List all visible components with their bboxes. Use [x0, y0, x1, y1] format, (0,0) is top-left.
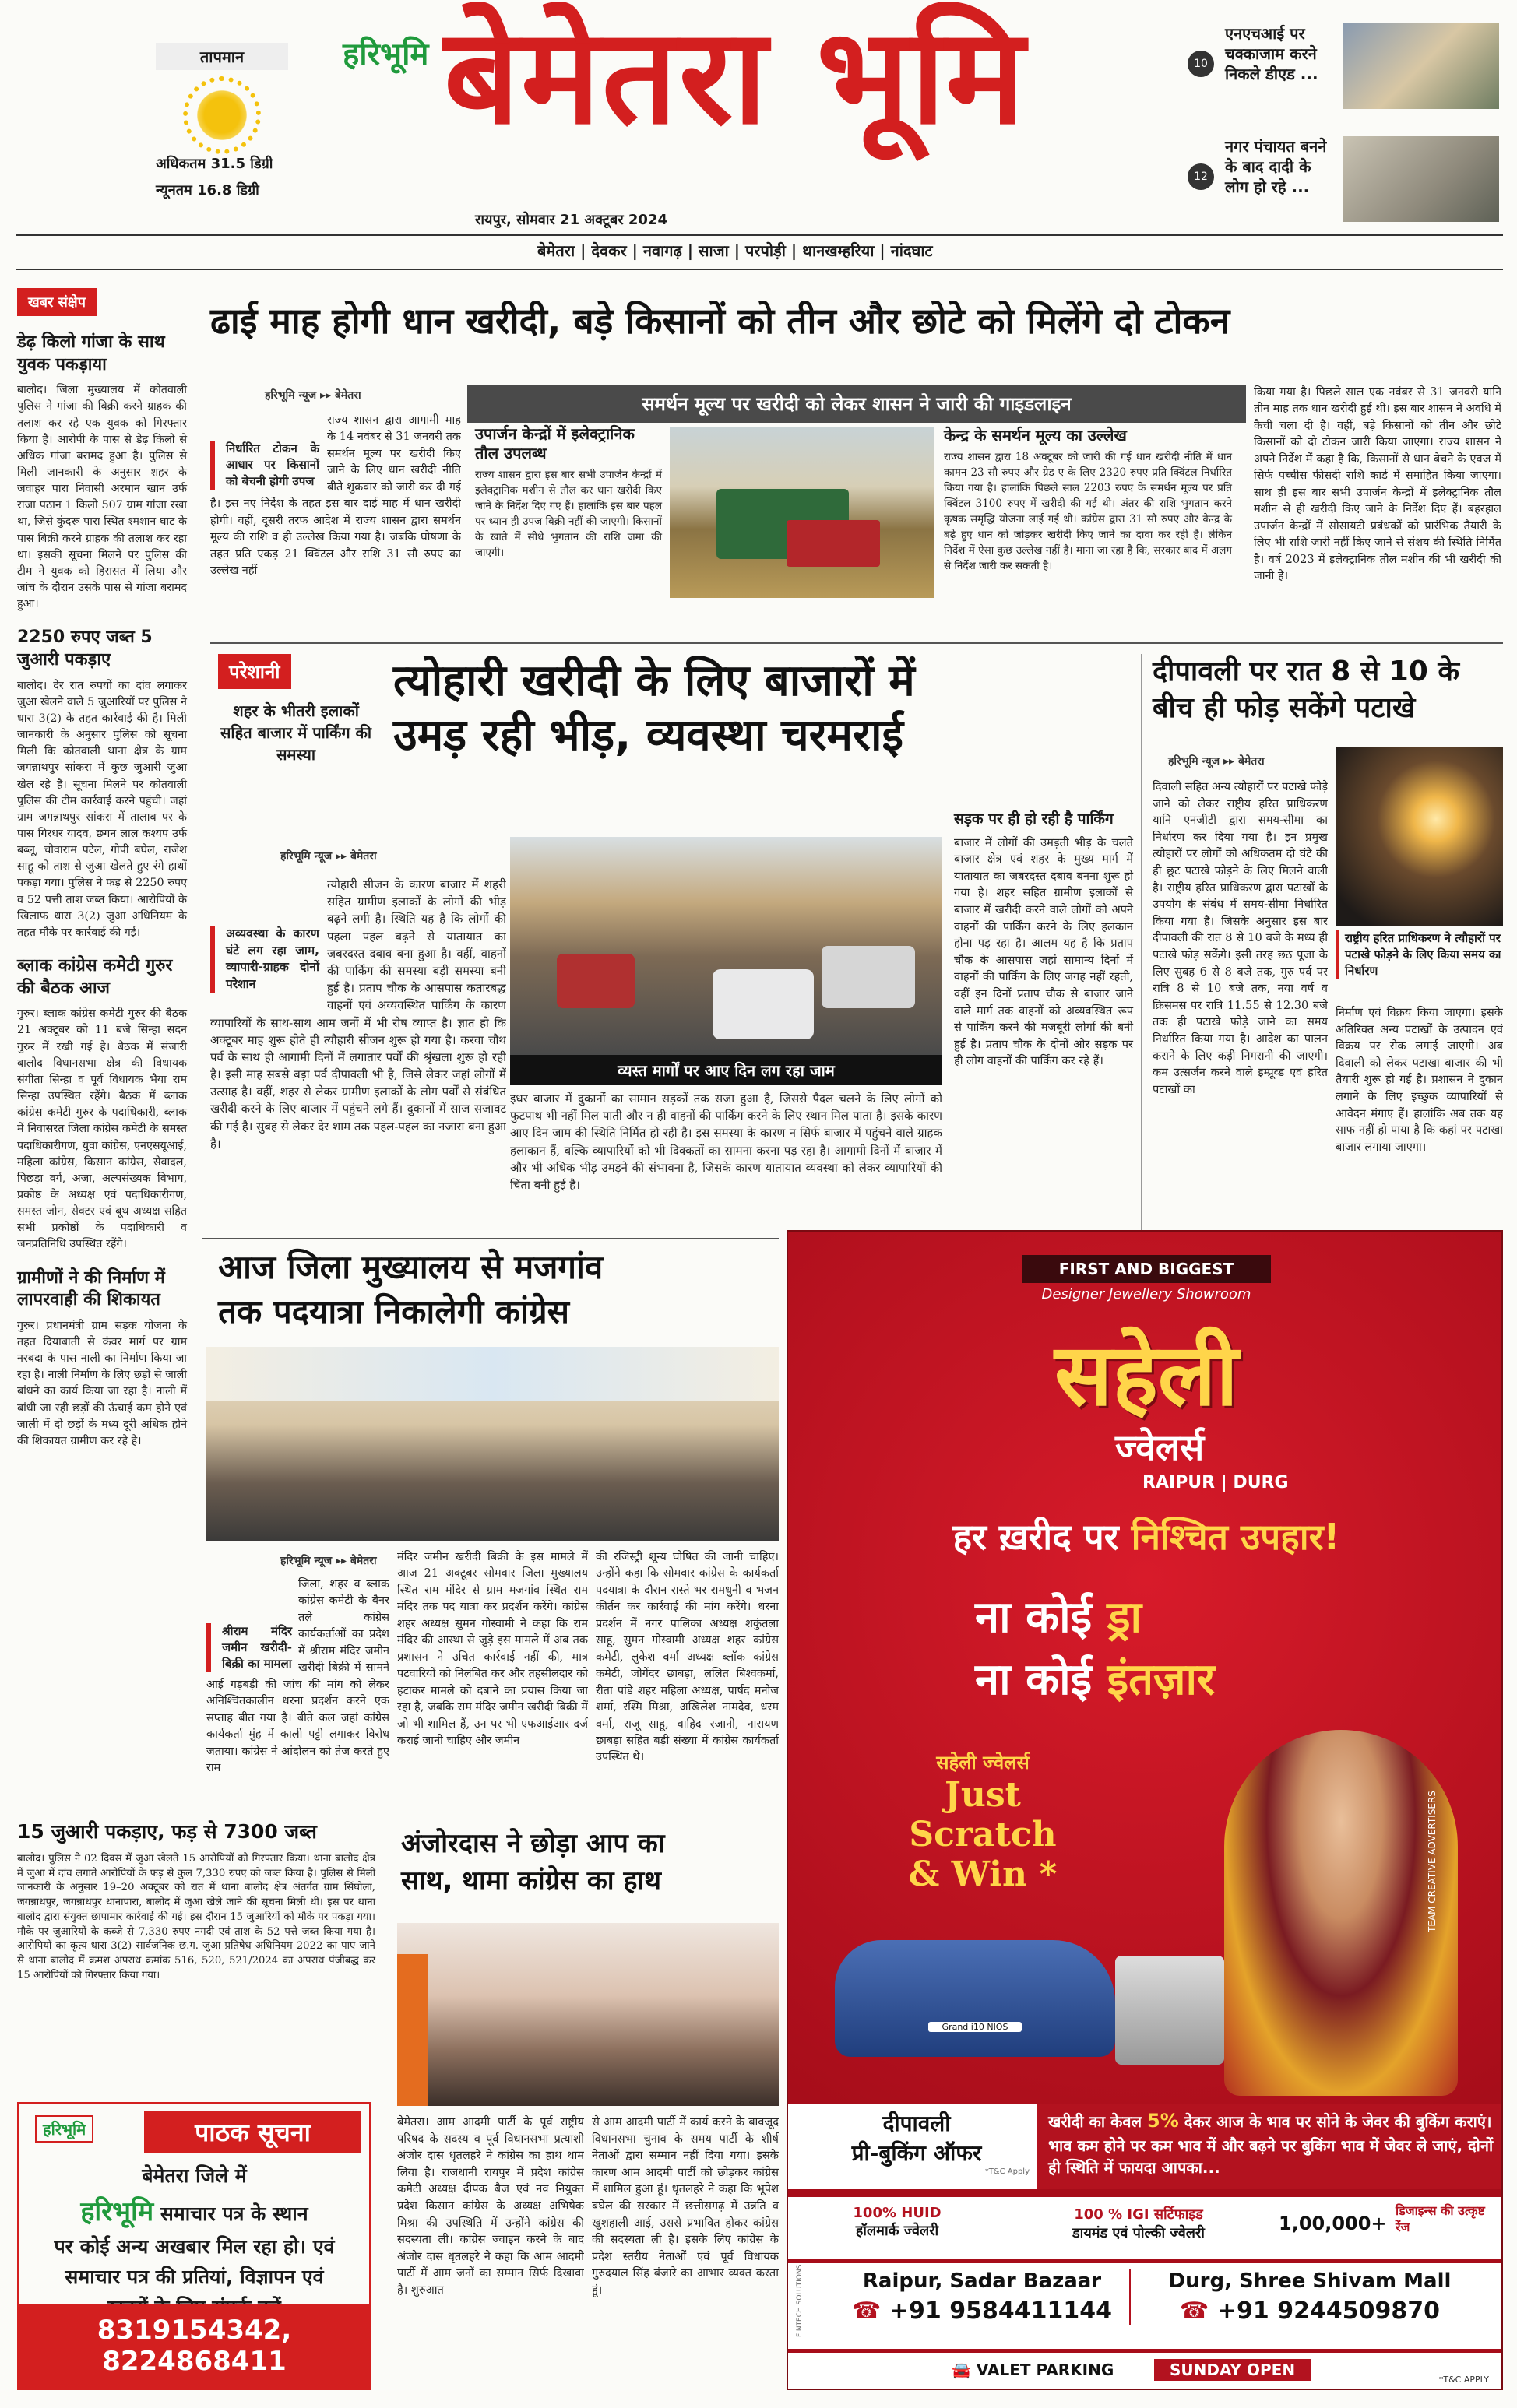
notice-brand-big: हरिभूमि	[80, 2195, 154, 2227]
headline-line-2: साथ, थामा कांग्रेस का हाथ	[401, 1865, 662, 1897]
gamblers-headline: 15 जुआरी पकड़ाए, फड़ से 7300 जब्त	[17, 1820, 317, 1843]
paddy-box-2	[944, 424, 1232, 599]
prebook-label	[804, 2108, 1030, 2176]
notice-phone-numbers[interactable]: 8319154342, 8224868411	[19, 2304, 369, 2388]
teaser-photo	[1343, 136, 1499, 222]
ad-tc: *T&C APPLY	[1438, 2375, 1489, 2385]
store-name: Raipur, Sadar Bazaar	[862, 2269, 1102, 2293]
weather-label: तापमान	[156, 43, 288, 70]
ad-tagline	[788, 1512, 1503, 1560]
headline-line-1: त्योहारी खरीदी के लिए बाजारों में	[393, 656, 915, 706]
scratch-star: *	[1039, 1854, 1058, 1894]
market-tag: परेशानी	[218, 654, 291, 689]
photo-caption: व्यस्त मार्गों पर आए दिन लग रहा जाम	[510, 1055, 942, 1085]
valet-parking	[952, 2361, 1114, 2379]
market-body-3: बाजार में लोगों की उमड़ती भीड़ के चलते बाजार क्षेत्र एवं शहर के मुख्य मार्ग में यातायात का जबरदस्त दबाव बनना शुरू हो गया है। शहर सहित ग्रामीण इलाकों से बाजार में खरीदी करने वाले लोगों को अपने वाहनों की पार्किंग करने के लिए हलकान होना पड़ रहा है। आलम यह है कि प्रताप चौक के आसपास जहां सामान्य दिनों में वाहनों की पार्किंग के लिए जगह नहीं रहती, वहीं इन दिनों प्रताप चौक से बाजार जाने वाले मार्ग तक वाहनों को अव्यवस्थित रूप से पार्किंग करने की मजबूरी लोगों की बनी हुई है। प्रताप चौक के दोनों ओर सड़क पर ही लोग वाहनों की पार्किंग कर रहे हैं।	[954, 835, 1133, 1068]
notice-line: बेमेतरा जिले में	[142, 2164, 247, 2187]
notice-line	[30, 2192, 358, 2233]
pull-quote: अव्यवस्था के कारण घंटे लग रहा जाम, व्यापारी-ग्राहक दोनों परेशान	[210, 926, 319, 993]
badge-top: 100% HUID	[853, 2205, 942, 2221]
congress-body-1	[206, 1577, 389, 1810]
box-title: केन्द्र के समर्थन मूल्य का उल्लेख	[944, 426, 1127, 445]
brief-body: बालोद। जिला मुख्यालय में कोतवाली पुलिस ने गांजा की बिक्री करने ग्राहक की तलाश कर रहे एक युवक को गिरफ्तार किया है। आरोपी के पास से डेढ़ किलो से अधिक गांजा बरामद हुआ है। पुलिस से मिली जानकारी के अनुसार शहर के जवाहर पारा निवासी अरमान खान उर्फ राजा पठान 1 किलो 507 ग्राम गांजा रखा था, जिसे कुंदरू पारा स्थित श्मशान घाट के पास बिक्री करने ग्राहक की तलाश कर रहा था। इसकी सूचना मिलने पर पुलिस की टीम ने युवक को हिरासत में लिया और जांच के दौरान उसके पास से गांजा बरामद हुआ।	[17, 384, 187, 611]
fireworks-headline: दीपावली पर रात 8 से 10 के बीच ही फोड़ सकेंगे पटाखे	[1153, 656, 1460, 724]
huid-badge	[804, 2205, 991, 2240]
photo-caption: राष्ट्रीय हरित प्राधिकरण ने त्यौहारों पर पटाखे फोड़ने के लिए किया समय का निर्धारण	[1336, 930, 1503, 979]
store-phone[interactable]: +91 9584411144	[889, 2297, 1112, 2325]
badge-top: 100 % IGI सर्टिफाइड	[1074, 2206, 1203, 2223]
jewellery-advertisement[interactable]	[787, 1230, 1503, 2390]
ad-no-draw	[975, 1586, 1142, 1645]
page-number: 10	[1188, 51, 1214, 77]
paddy-body-2: किया गया है। पिछले साल एक नवंबर से 31 जनवरी यानि तीन माह तक धान खरीदी हुई थी। इस बार शासन ने अवधि में कैची चला दी है। वहीं, बड़े किसानों को तीन और छोटे किसानों को दो टोकन जारी किया जाएगा। राज्य शासन ने अपने निर्देश में कहा है कि, किसानों से धान बेचने के एवज में सिर्फ पच्चीस फीसदी राशि कार्ड में समाहित किया जाएगा। साथ ही इस बार सभी उपार्जन केन्द्रों में इलेक्ट्रानिक तौल मशीन से ही खरीदी किए जाने के निर्देश दिए हैं। बहरहाल उपार्जन केन्द्रों में सोसायटी प्रबंधकों को प्रारंभिक तैयारी के लिए भी राशि जारी नहीं किए जाने से संशय की स्थिति निर्मित है। वर्ष 2023 में इलेक्ट्रानिक तौल मशीन की भी खरीदी की जानी है।	[1254, 386, 1501, 582]
headline-line-1: आज जिला मुख्यालय से मजगांव	[218, 1248, 604, 1286]
store-row	[788, 2263, 1503, 2349]
box-body: राज्य शासन द्वारा 18 अक्टूबर को जारी की गई धान खरीदी नीति में धान कामन 23 सौ रुपए और ग्रेड ए के लिए 2320 रुपए प्रति क्विंटल निर्धारित किया गया है। हालांकि पिछले साल 2203 रुपए के समर्थन मूल्य पर प्रति क्विंटल 3100 रुपए में खरीदी की गई थी। अंतर की राशि भुगतान करने कृषक समृद्धि योजना लाई गई थी। कांग्रेस द्वारा 31 सौ रुपए और केन्द्र के बढ़े हुए धान को जोड़कर खरीदी किए जाने का दावा कर रही है। लेकिन निर्देश में ऐसा कुछ उल्लेख नहीं है। माना जा रहा है कि, सरकार बाद में अलग से निर्देश जारी कर सकती है।	[944, 451, 1232, 572]
badge-row	[788, 2197, 1503, 2259]
car-plate: Grand i10 NIOS	[928, 2022, 1022, 2032]
sunday-open: SUNDAY OPEN	[1154, 2359, 1311, 2381]
store-name: Durg, Shree Shivam Mall	[1168, 2269, 1452, 2293]
temp-min: न्यूनतम 16.8 डिग्री	[156, 182, 259, 199]
phone-icon: ☎	[852, 2297, 882, 2325]
headline-line-2: तक पदयात्रा निकालेगी कांग्रेस	[218, 1292, 570, 1331]
offer-text-2: देकर आज के भाव पर सोने के जेवर की बुकिंग कराएं। भाव कम होने पर कम भाव में और बढ़ने पर बुकिंग भाव में जेवर ले जाएं, दोनों ही स्थिति में फायदा आपका...	[1048, 2112, 1494, 2177]
teaser-1[interactable]	[1188, 23, 1499, 109]
scratch-line-2-wrap	[858, 1815, 1107, 1854]
aap-headline	[401, 1826, 779, 1900]
notice-line: समाचार पत्र की प्रतियां, विज्ञापन एवं	[65, 2266, 324, 2289]
market-kicker: शहर के भीतरी इलाकों सहित बाजार में पार्किंग की समस्या	[220, 701, 372, 764]
designs-count: 1,00,000+	[1279, 2213, 1387, 2234]
ad-tagline-1: हर ख़रीद पर	[952, 1516, 1119, 1558]
ad-top-line-2: Designer Jewellery Showroom	[1041, 1286, 1251, 1302]
box-title: उपार्जन केन्द्रों में इलेक्ट्रानिक तौल उपलब्ध	[475, 424, 635, 462]
paddy-strip: समर्थन मूल्य पर खरीदी को लेकर शासन ने जारी की गाइडलाइन	[467, 385, 1246, 423]
ad-credit: TEAM CREATIVE ADVERTISERS	[1427, 1791, 1438, 1932]
paddy-body-text: राज्य शासन द्वारा आगामी माह के 14 नवंबर से 31 जनवरी तक समर्थन मूल्य पर खरीदी किए जाने के लिए धान खरीदी नीति बीते शुक्रवार को जारी कर दी गई है। इस नए निर्देश के तहत इस बार दाई माह में धान खरीदी होगी। वहीं, दूसरी तरफ आदेश में राज्य शासन द्वारा समर्थन मूल्य की राशि व ही उल्लेख किया गया है। जबकि घोषणा के तहत प्रति एकड़ 21 क्विंटल और राशि 31 सौ रुपए का उल्लेख नहीं	[210, 414, 461, 578]
ad-top-banner	[1022, 1255, 1271, 1283]
market-sidebar	[954, 810, 1133, 1234]
car-icon	[835, 1940, 1115, 2057]
congress-body-text: जिला, शहर व ब्लाक कांग्रेस कमेटी के बैनर तले कांग्रेस कार्यकर्ताओं का प्रदेश में श्रीराम मंदिर जमीन खरीदी बिक्री में सामने आई गड़बड़ी की जांच की मांग को लेकर अनिश्चितकालीन धरना प्रदर्शन करने एक सप्ताह बीत गया है। बीते कल जहां कांग्रेस कार्यकर्ता मुंह में काली पट्टी लगाकर विरोध जताया। कांग्रेस ने आंदोलन को तेज करते हुए राम	[206, 1578, 389, 1774]
brief-headline: 2250 रुपए जब्त 5 जुआरी पकड़ाए	[17, 627, 153, 670]
pull-quote: श्रीराम मंदिर जमीन खरीदी-बिक्री का मामला	[206, 1623, 292, 1672]
brief-body: गुरुर। प्रधानमंत्री ग्राम सड़क योजना के तहत दियाबाती से कंवर मार्ग पर ग्राम नरबदा के पास नाली का निर्माण किया जा रहा है। नाली निर्माण के लिए छड़ों से जाली बांधने का कार्य किया जा रहा है। नाली में बांधी जा रही छड़ों की ऊंचाई कम होने एवं जाली में दो छड़ों के मध्य दूरी अधिक होने की शिकायत ग्रामीण कर रहे है।	[17, 1319, 187, 1447]
badge-bottom: हॉलमार्क ज्वेलरी	[855, 2223, 939, 2239]
store-durg[interactable]	[1146, 2269, 1473, 2325]
store-phone-wrap	[1146, 2297, 1473, 2325]
appliance-icons	[1115, 1956, 1224, 2065]
ad-no-wait	[975, 1648, 1215, 1707]
aap-joining-photo	[397, 1923, 779, 2106]
teaser-2[interactable]	[1188, 136, 1499, 222]
store-raipur[interactable]	[835, 2269, 1131, 2325]
aap-body-1: बेमेतरा। आम आदमी पार्टी के पूर्व राष्ट्रीय परिषद के सदस्य व पूर्व विधानसभा प्रत्याशी अंजोर दास धृतलहरे ने कांग्रेस का हाथ थाम लिया है। राजधानी रायपुर में प्रदेश कांग्रेस कमेटी अध्यक्ष दीपक बैज एवं नव नियुक्त प्रदेश किसान कांग्रेस के अध्यक्ष अभिषेक मिश्रा की उपस्थिति में उन्होंने कांग्रेस की सदस्यता ली। कांग्रेस ज्वाइन करने के बाद अंजोर दास धृतलहरे ने कहा कि आम आदमी पार्टी में आम जनों का सम्मान सिर्फ दिखावा है। शुरुआत	[397, 2115, 584, 2297]
congress-protest-photo	[206, 1347, 779, 1541]
headline-line-1: अंजोरदास ने छोड़ा आप का	[401, 1828, 665, 1859]
scratch-win-box	[858, 1749, 1107, 1894]
brief-headline: ग्रामीणों ने की निर्माण में लापरवाही की शिकायत	[17, 1267, 165, 1310]
brief-headline: ब्लाक कांग्रेस कमेटी गुरुर की बैठक आज	[17, 956, 173, 998]
notice-body	[19, 2153, 369, 2323]
notice-title: पाठक सूचना	[144, 2111, 361, 2153]
gamblers-story	[17, 1818, 375, 2086]
byline: हरिभूमि न्यूज ▸▸ बेमेतरा	[280, 850, 377, 863]
prebook-line-2: प्री-बुकिंग ऑफर	[851, 2140, 982, 2166]
brief-body: बालोद। देर रात रुपयों का दांव लगाकर जुआ खेलने वाले 5 जुआरियों पर पुलिस ने धारा 3(2) के तहत कार्रवाई की है। मिली जानकारी के अनुसार पुलिस को सूचना मिली कि कोतवाली थाना क्षेत्र के ग्राम जगन्नाथपुर सांकरा में कुछ जुआरी जुआ खेल रहे है। सूचना मिलने पर कोतवाली पुलिस की टीम कार्रवाई करने पहुंची। जहां ग्राम जगन्नाथपुर सांकरा में तालाब पर के पास गिरधर यादव, छगन लाल कश्यप उर्फ बब्लू, चोवाराम पटेल, गोपी बघेल, राजेश साहू को ताश से जुआ खेलते हुए रंगे हाथों पकड़ा गया। पुलिस ने फड़ से 2250 रुपए व 52 पत्ती ताश जब्त किया। आरोपियों के खिलाफ धारा 3(2) जुआ अधिनियम के तहत मौके पर कार्रवाई की गई।	[17, 679, 187, 939]
valet-text: VALET PARKING	[976, 2361, 1114, 2379]
scratch-line-3-wrap	[858, 1854, 1107, 1894]
ad-line-a1: ना कोई	[975, 1592, 1093, 1643]
weather-box	[156, 43, 288, 237]
badge-bottom: डायमंड एवं पोल्की ज्वेलरी	[1072, 2225, 1205, 2241]
store-phone-wrap	[835, 2297, 1129, 2325]
newspaper-title: बेमेतरा भूमि	[444, 0, 1026, 154]
paddy-harvest-photo	[670, 427, 934, 598]
market-headline	[393, 654, 1141, 763]
headline-line-2: उमड़ रही भीड़, व्यवस्था चरमराई	[393, 710, 903, 761]
footer-bar	[788, 2353, 1503, 2390]
ad-line-a2: ड्रा	[1107, 1592, 1142, 1643]
brief-headline: डेढ़ किलो गांजा के साथ युवक पकड़ाया	[17, 332, 165, 374]
temp-max: अधिकतम 31.5 डिग्री	[156, 156, 273, 172]
prebook-offer	[1037, 2104, 1503, 2189]
prebook-tc: *T&C Apply	[984, 2167, 1030, 2176]
igi-badge	[1014, 2205, 1263, 2242]
gamblers-body: बालोद। पुलिस ने 02 दिवस में जुआ खेलते 15 आरोपियों को गिरफ्तार किया। थाना बालोद क्षेत्र में जुआ में दांव लगाते आरोपियों के फड़ से कुल 7,330 रुपए को जब्त किया है। पुलिस से मिली जानकारी के अनुसार 19–20 अक्टूबर को रात में थाना बालोद क्षेत्र अंतर्गत ग्राम सिंघोला, जगन्नाथपुर, जगन्नाथपुर थानापारा, बालोद में जुआ खेले जाने की सूचना मिली थी। इस पर थाना बालोद द्वारा संयुक्त छापामार कार्रवाई की गई। इस दौरान 15 जुआरियों को मौके पर पकड़ा गया। मौके पर जुआरियों के कब्जे से 7,330 रुपए नगदी एवं ताश के 52 पत्ते जब्त किया गया है। आरोपियों का कृत्य धारा 3(2) सार्वजनिक छ.ग. जुआ प्रतिषेध अधिनियम 2022 का पाए जाने से थाना बालोद में क्रमश अपराध क्रमांक 516, 520, 521/2024 का अपराध पंजीबद्ध कर 15 आरोपियों को गिरफ्तार किया गया।	[17, 1853, 375, 1981]
teaser-title: एनएचआई पर चक्काजाम करने निकले डीएड ...	[1225, 24, 1318, 83]
car-small-icon: 🚘	[952, 2361, 971, 2379]
offer-percent: 5%	[1147, 2110, 1179, 2132]
congress-body-2: मंदिर जमीन खरीदी बिक्री के इस मामले में आज 21 अक्टूबर सोमवार जिला मुख्यालय स्थित राम मंदिर से ग्राम मजगांव स्थित राम मंदिर तक पद यात्रा कर प्रदर्शन करेंगे। कांग्रेस शहर अध्यक्ष सुमन गोस्वामी ने कहा कि राम मंदिर की आस्था से जुड़े इस मामले में अब तक प्रशासन ने उचित कार्रवाई नहीं की, मात्र पटवारियों को निलंबित कर और तहसीलदार को हटाकर मामले को दबाने का प्रयास किया जा रहा है, जबकि राम मंदिर जमीन खरीदी बिक्री में जो भी शामिल हैं, उन पर भी एफआईआर दर्ज कराई जानी चाहिए और जमीन	[397, 1551, 588, 1747]
store-phone[interactable]: +91 9244509870	[1216, 2297, 1440, 2325]
market-body-1	[210, 876, 506, 1234]
ad-brand: सहेली	[1054, 1325, 1238, 1425]
notice-brand: हरिभूमि	[35, 2115, 93, 2143]
ad-line-b2: इंतज़ार	[1107, 1654, 1215, 1705]
congress-headline	[218, 1246, 779, 1334]
designs-text: डिजाइन्स की उत्कृष्ट रेंज	[1396, 2203, 1485, 2234]
fireworks-body-1: दिवाली सहित अन्य त्यौहारों पर पटाखे फोड़े जाने को लेकर राष्ट्रीय हरित प्राधिकरण यानि एनजीटी द्वारा समय-सीमा का निर्धारण कर दिया गया है। इन प्रमुख त्यौहारों पर लोगों को अधिकतम दो घंटे की ही छूट पटाखे फोड़ने के लिए मिलने वाली है। राष्ट्रीय हरित प्राधिकरण द्वारा पटाखों के उपयोग के संबंध में समय-सीमा निर्धारित किया गया है। जिसके अनुसार इस बार दीपावली की रात 8 से 10 बजे के मध्य ही पटाखे फोड़ सकेंगे। इसी तरह छठ पूजा के लिए सुबह 6 से 8 बजे तक, गुरु पर्व पर रात्रि 8 से 10 बजे तक, नया वर्ष व क्रिसमस पर रात्रि 11.55 से 12.30 बजे तक ही पटाखे फोड़े जाने का समय निर्धारित किया गया है। आदेश का पालन कराने के लिए कड़ी निगरानी की जाएगी। कम उत्सर्जन करने वाले इम्प्रूव्ड एवं हरित पटाखों का	[1153, 780, 1328, 1096]
scratch-brand: सहेली ज्वेलर्स	[936, 1752, 1030, 1773]
congress-body-3: की रजिस्ट्री शून्य घोषित की जानी चाहिए। उन्होंने कहा कि सोमवार कांग्रेस के कार्यकर्ता पदयात्रा के दौरान रास्ते भर रामधुनी व भजन कीर्तन कर कार्रवाई की मांग करेंगे। धरना प्रदर्शन में नगर पालिका अध्यक्ष शकुंतला साहू, सुमन गोस्वामी अध्यक्ष शहर कांग्रेस कमेटी, लुकेश वर्मा अध्यक्ष ब्लॉक कांग्रेस कमेटी, जोगेंदर छाबड़ा, ललित बिश्वकर्मा, रीता पांडे शहर महिला अध्यक्ष, पार्षद मनोज शर्मा, रश्मि मिश्रा, अखिलेश नामदेव, धरम वर्मा, राजू साहू, वाहिद रजानी, नारायण छाबड़ा सहित बड़ी संख्या में कांग्रेस कार्यकर्ता उपस्थित थे।	[596, 1551, 779, 1764]
brand-logo: हरिभूमि	[343, 37, 429, 72]
briefs-tag: खबर संक्षेप	[17, 288, 97, 316]
aap-body-2: से आम आदमी पार्टी में कार्य करने के बावजूद विधानसभा चुनाव के समय पार्टी के शीर्ष नेताओं द्वारा सम्मान नहीं दिया गया। इसके कारण आम आदमी पार्टी को छोड़कर कांग्रेस में शामिल हुआ हूं। धृतलहरे ने कहा कि भूपेश बघेल की सरकार में छत्तीसगढ़ में उन्नति व खुशहाली आई, उससे प्रभावित होकर कांग्रेस की सदस्यता ली है। इसके लिए कांग्रेस के प्रदेश स्तरीय नेताओं एवं पूर्व विधायक गुरुदयाल सिंह बंजारे का आभार व्यक्त करता हूं।	[592, 2115, 779, 2297]
market-traffic-photo	[510, 837, 942, 1055]
brief-body: गुरुर। ब्लाक कांग्रेस कमेटी गुरुर की बैठक 21 अक्टूबर को 11 बजे सिन्हा सदन गुरुर में रखी गई है। बैठक में संजारी बालोद विधानसभा क्षेत्र की विधायक संगीता सिन्हा व पूर्व विधायक भैया राम सिन्हा उपस्थित रहेंगे। बैठक में ब्लाक कांग्रेस कमेटी गुरुर के पदाधिकारी, ब्लाक में निवासरत जिला कांग्रेस कमेटी के समस्त पदाधिकारीगण, युवा कांग्रेस, एनएसयूआई, महिला कांग्रेस, किसान कांग्रेस, सेवादल, पिछड़ा वर्ग, अजा, अल्पसंख्यक विभाग, प्रकोष्ठ के अध्यक्ष एवं पदाधिकारीगण, समस्त जोन, सेक्टर एवं बूथ अध्यक्ष सहित सभी प्रकोष्ठों के पदाधिकारी व जनप्रतिनिधि उपस्थित रहेंगे।	[17, 1007, 187, 1251]
ad-top-line-1: FIRST AND BIGGEST	[1058, 1260, 1234, 1278]
notice-line: पर कोई अन्य अखबार मिल रहा हो। एवं	[54, 2235, 335, 2259]
paddy-body-1	[210, 413, 461, 599]
dateline: रायपुर, सोमवार 21 अक्टूबर 2024	[475, 212, 667, 228]
market-body-text: त्योहारी सीजन के कारण बाजार में शहरी सहित ग्रामीण इलाकों के लोगों की भीड़ बढ़ने लगी है। स्थिति यह है कि लोगों की पहला पहल बढ़ने से यातायात का जबरदस्त दबाव बना हुआ है। वहीं, वाहनों की पार्किंग की समस्या बड़ी समस्या बनी हुई है। प्रताप चौक के आसपास कतारबद्ध वाहनों एवं अव्यवस्थित पार्किंग के कारण व्यापारियों के साथ-साथ आम जनों में भी रोष व्याप्त है। ज्ञात हो कि अक्टूबर माह शुरू होते ही त्यौहारी सीजन शुरू हो गया है। करवा चौथ पर्व के साथ ही आगामी दिनों में लगातार पर्वों की श्रृंखला शुरू हो रही है। इसी माह सबसे बड़ा पर्व दीपावली भी है, जिसे लेकर जहां लोगों में उत्साह है। वहीं, शहर से लेकर ग्रामीण इलाकों के लोग पर्वों से संबंधित खरीदी करने के लिए बाजार में पहुंचने लगे हैं। दुकानों में साज सजावट की गई है। सुबह से लेकर देर शाम तक पहल-पहल का नजारा बना हुआ है।	[210, 877, 506, 1151]
offer-text-1: खरीदी का केवल	[1048, 2112, 1142, 2131]
market-subhead: सड़क पर ही हो रही है पार्किंग	[954, 810, 1114, 828]
byline: हरिभूमि न्यूज ▸▸ बेमेतरा	[265, 389, 361, 402]
teaser-title: नगर पंचायत बनने के बाद दादी के लोग हो रहे ...	[1225, 137, 1327, 196]
page-number: 12	[1188, 163, 1214, 190]
sun-icon	[191, 84, 253, 146]
market-kicker-box	[218, 654, 374, 765]
teaser-photo	[1343, 23, 1499, 109]
paddy-box-1	[475, 424, 662, 599]
scratch-line-2: Scratch	[909, 1815, 1057, 1854]
reader-notice	[17, 2102, 371, 2390]
box-body: राज्य शासन द्वारा इस बार सभी उपार्जन केन्द्रों में इलेक्ट्रानिक मशीन से तौल कर धान खरीदी किए जाने के निर्देश दिए गए हैं। हालांकि इस बार पहल पर ध्यान ही उपज बिक्री नहीं की जाएगी। किसानों के खाते में सीधे भुगतान की राशि जमा की जाएगी।	[475, 469, 662, 559]
ad-model-photo	[1224, 1730, 1458, 2096]
fireworks-body-2: निर्माण एवं विक्रय किया जाएगा। इसके अतिरिक्त अन्य पटाखों के उत्पादन एवं विक्रय पर रोक लगाई जाएगी। अब दिवाली को लेकर पटाखा बाजार की भी तैयारी शुरू हो गई है। प्रशासन ने दुकान लगाने के लिए इच्छुक व्यापारियों से आवेदन मंगाए हैं। हालांकि अब तक यह साफ नहीं हो पाया है कि कहां पर पटाखा बाजार लगाया जाएगा।	[1336, 1006, 1503, 1154]
ad-brand-sub: ज्वेलर्स	[1115, 1426, 1205, 1468]
paddy-headline: ढाई माह होगी धान खरीदी, बड़े किसानों को तीन और छोटे को मिलेंगे दो टोकन	[210, 300, 1230, 342]
notice-line-text: समाचार पत्र के स्थान	[160, 2202, 308, 2225]
byline: हरिभूमि न्यूज ▸▸ बेमेतरा	[280, 1555, 377, 1567]
byline: हरिभूमि न्यूज ▸▸ बेमेतरा	[1168, 755, 1265, 768]
scratch-line-3: & Win	[908, 1854, 1028, 1894]
pull-quote: निर्धारित टोकन के आधार पर किसानों को बेचनी होगी उपज	[210, 441, 319, 490]
phone-icon: ☎	[1180, 2297, 1209, 2325]
news-briefs	[17, 288, 187, 2086]
ad-cities: RAIPUR | DURG	[1142, 1473, 1289, 1492]
fireworks-photo	[1336, 747, 1503, 926]
ad-line-b1: ना कोई	[975, 1654, 1093, 1705]
fintech-credit: FINTECH SOLUTIONS	[796, 2264, 804, 2337]
prebooking-panel	[788, 2104, 1503, 2189]
prebook-line-1: दीपावली	[882, 2111, 951, 2136]
market-body-2: इधर बाजार में दुकानों का सामान सड़कों तक सजा हुआ है, जिससे पैदल चलने के लिए लोगों को फुटपाथ भी नहीं मिल पाती और न ही वाहनों की पार्किंग करने के लिए स्थान मिल पाता है। इसके कारण आए दिन जाम की स्थिति निर्मित हो रही है। इस समस्या के कारण न सिर्फ बाजार में पहुंचने वाले ग्राहक हलाकान हैं, बल्कि व्यापारियों को भी दिक्कतों का सामना करना पड़ रहा है। आगामी दिनों में बाजार में और भी अधिक भीड़ उमड़ने की संभावना है, जिसके कारण यातायात व्यवस्था को लेकर व्यापारियों की चिंता बनी हुई है।	[510, 1092, 942, 1192]
scratch-line-1: Just	[945, 1775, 1021, 1815]
edition-list: बेमेतरा | देवकर | नवागढ़ | साजा | परपोड़ी | थानखम्हरिया | नांदघाट	[537, 241, 933, 260]
ad-tagline-2: निश्चित उपहार!	[1131, 1516, 1340, 1558]
